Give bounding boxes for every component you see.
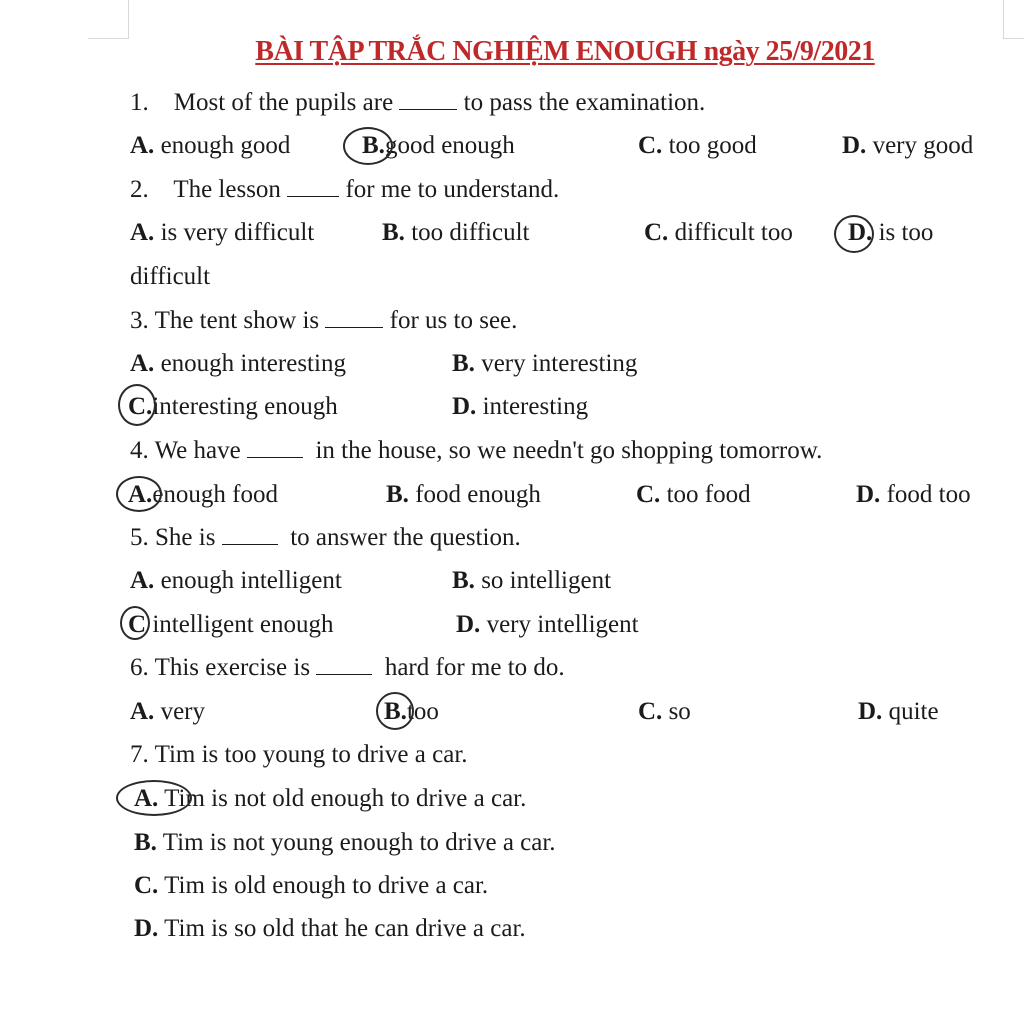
option-7d: D. Tim is so old that he can drive a car.: [134, 915, 526, 942]
option-7a: A. Tim is not old enough to drive a car.: [134, 785, 527, 812]
worksheet-title: BÀI TẬP TRẮC NGHIỆM ENOUGH ngày 25/9/2021: [255, 36, 875, 67]
option-4b: B. food enough: [386, 481, 541, 508]
answer-circle-mark: [116, 780, 192, 816]
answer-circle-mark: [120, 606, 150, 640]
question-stem-after: to pass the examination.: [463, 89, 706, 116]
option-2d-continuation: difficult: [130, 263, 211, 290]
option-6a: A. very: [130, 698, 205, 725]
page-corner-mark-left: [88, 0, 129, 39]
option-3a: A. enough interesting: [130, 350, 346, 377]
question-number: 1.: [130, 89, 149, 116]
question-number: 5.: [130, 524, 149, 551]
question-3: [130, 306, 517, 336]
option-2d: D. is too: [848, 219, 934, 246]
question-stem-after: to answer the question.: [290, 524, 521, 551]
answer-circle-mark: [116, 476, 162, 512]
option-6b: B.too: [384, 698, 439, 725]
option-3b: B. very interesting: [452, 350, 638, 377]
option-7c: C. Tim is old enough to drive a car.: [134, 872, 489, 899]
answer-blank: [287, 176, 339, 197]
question-number: 2.: [130, 176, 149, 203]
question-stem-after: hard for me to do.: [384, 654, 565, 681]
question-number: 6.: [130, 654, 149, 681]
question-stem: Tim is too young to drive a car.: [154, 741, 468, 768]
question-number: 7.: [130, 741, 149, 768]
question-7: [130, 740, 468, 770]
answer-blank: [316, 654, 372, 675]
question-stem-before: The tent show is: [154, 307, 320, 334]
option-5a: A. enough intelligent: [130, 567, 342, 594]
question-stem-after: in the house, so we needn't go shopping tomorrow.: [315, 437, 823, 464]
option-5c: C intelligent enough: [128, 611, 334, 638]
answer-blank: [399, 89, 457, 110]
option-5d: D. very intelligent: [456, 611, 639, 638]
option-1d: D. very good: [842, 132, 974, 159]
question-stem-after: for us to see.: [389, 307, 518, 334]
answer-circle-mark: [343, 127, 393, 165]
option-1a: A. enough good: [130, 132, 291, 159]
option-1b: B.good enough: [362, 132, 515, 159]
question-stem-before: This exercise is: [154, 654, 311, 681]
answer-circle-mark: [118, 384, 156, 426]
answer-blank: [247, 437, 303, 458]
question-6: [130, 653, 565, 683]
option-7b: B. Tim is not young enough to drive a car.: [134, 829, 556, 856]
option-3c: C.interesting enough: [128, 393, 338, 420]
question-stem-before: She is: [155, 524, 216, 551]
answer-blank: [222, 524, 278, 545]
option-4c: C. too food: [636, 481, 751, 508]
question-stem-after: for me to understand.: [345, 176, 560, 203]
question-1: [130, 88, 705, 118]
question-number: 4.: [130, 437, 149, 464]
question-stem-before: Most of the pupils are: [173, 89, 394, 116]
question-5: [130, 523, 521, 553]
question-2: [130, 175, 559, 205]
option-6c: C. so: [638, 698, 691, 725]
question-number: 3.: [130, 307, 149, 334]
question-stem-before: The lesson: [173, 176, 281, 203]
answer-circle-mark: [376, 692, 414, 730]
option-2a: A. is very difficult: [130, 219, 315, 246]
option-1c: C. too good: [638, 132, 757, 159]
option-6d: D. quite: [858, 698, 939, 725]
question-stem-before: We have: [154, 437, 241, 464]
option-4d: D. food too: [856, 481, 971, 508]
answer-blank: [325, 307, 383, 328]
option-2b: B. too difficult: [382, 219, 530, 246]
option-2c: C. difficult too: [644, 219, 793, 246]
option-3d: D. interesting: [452, 393, 589, 420]
answer-circle-mark: [834, 215, 874, 253]
question-4: [130, 436, 822, 466]
page-corner-mark-right: [1003, 0, 1024, 39]
option-5b: B. so intelligent: [452, 567, 612, 594]
option-4a: A.enough food: [128, 481, 278, 508]
